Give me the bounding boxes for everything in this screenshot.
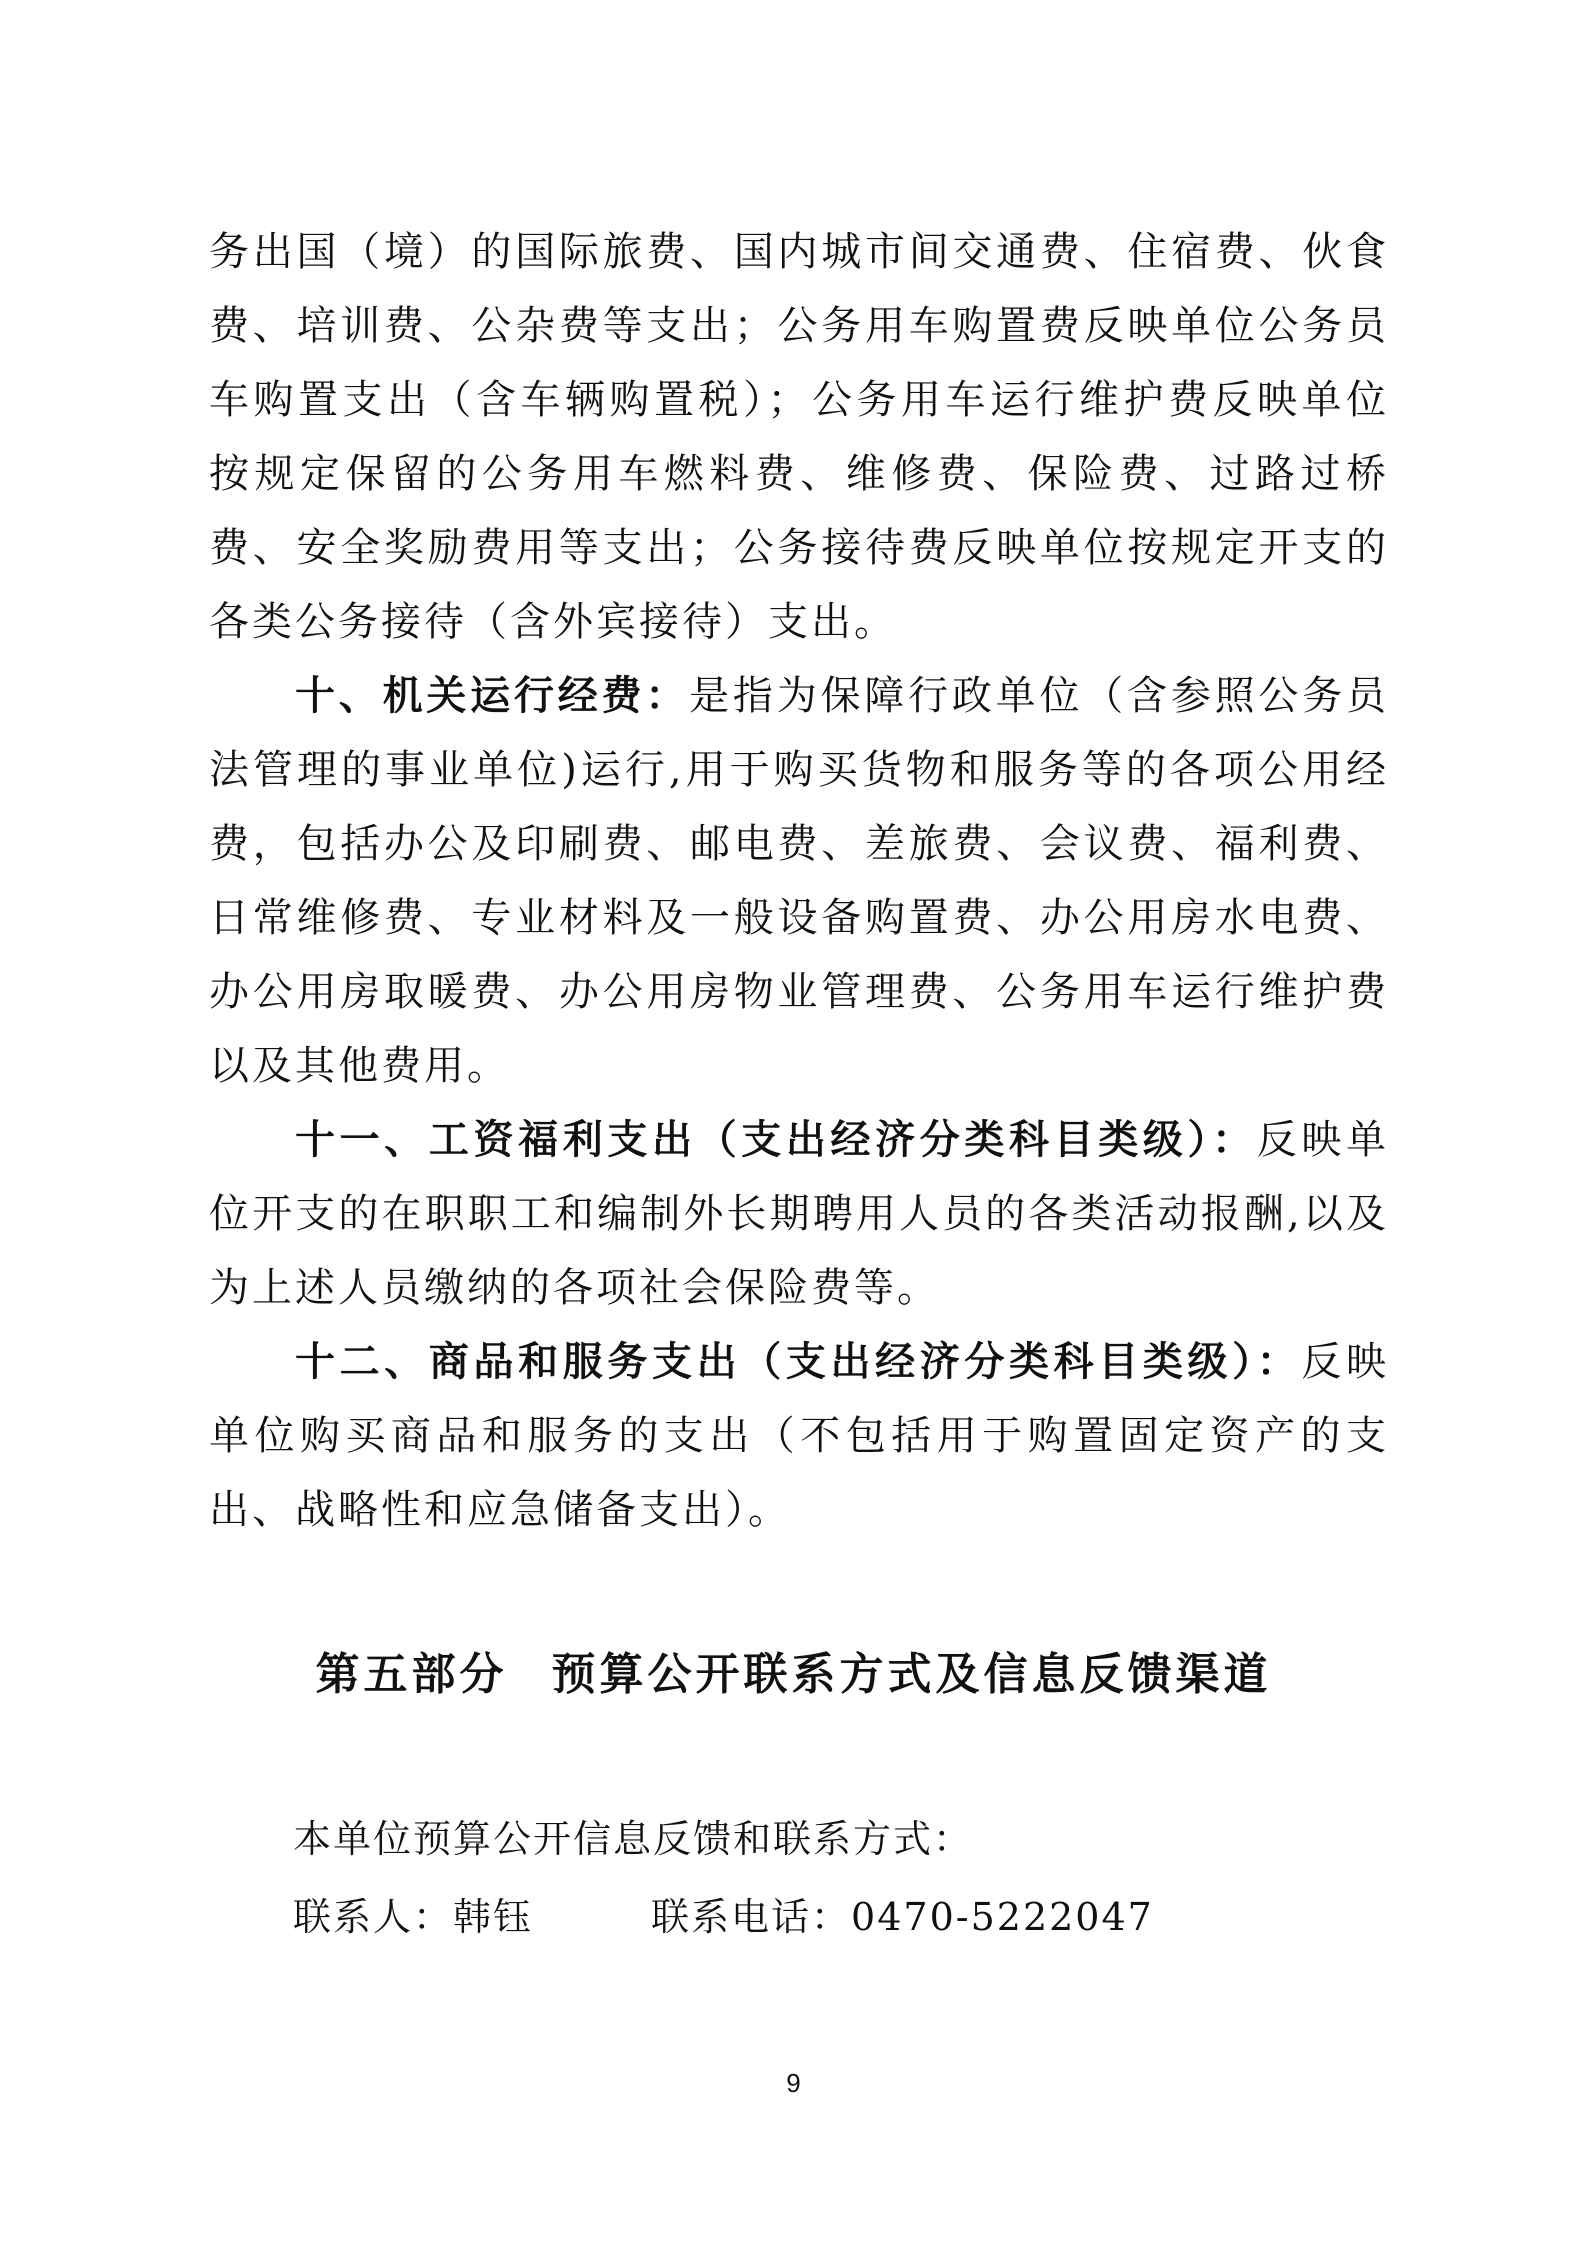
page-number: 9 — [786, 2068, 801, 2098]
paragraph-text: 反映单位开支的在职职工和编制外长期聘用人员的各类活动报酬,以及为上述人员缴纳的各项社会保险费等。 — [209, 1117, 1389, 1311]
contact-phone-number: 0470-5222047 — [851, 1895, 1154, 1939]
section-part-label: 第五部分 — [315, 1649, 508, 1700]
paragraph-continuation — [209, 215, 1389, 659]
contact-person-label: 联系人： — [293, 1895, 454, 1939]
section-heading — [0, 1640, 1587, 1710]
body-text — [209, 215, 1389, 1547]
section-title: 预算公开联系方式及信息反馈渠道 — [551, 1649, 1272, 1700]
contact-details — [293, 1878, 1293, 1956]
contact-intro: 本单位预算公开信息反馈和联系方式： — [293, 1817, 974, 1861]
paragraph-lead: 十二、商品和服务支出（支出经济分类科目类级）： — [295, 1339, 1302, 1385]
contact-phone-label: 联系电话： — [651, 1895, 852, 1939]
contact-block — [293, 1800, 1293, 1956]
paragraph-item-10 — [209, 659, 1389, 1103]
contact-person-name: 韩钰 — [453, 1895, 534, 1939]
paragraph-lead: 十、机关运行经费： — [295, 673, 690, 719]
paragraph-text: 是指为保障行政单位（含参照公务员法管理的事业单位)运行,用于购买货物和服务等的各项公用经费，包括办公及印刷费、邮电费、差旅费、会议费、福利费、日常维修费、专业材料及一般设备购置费、办公用房水电费、办公用房取暖费、办公用房物业管理费、公务用车运行维护费以及其他费用。 — [209, 673, 1389, 1089]
paragraph-text: 反映单位购买商品和服务的支出（不包括用于购置固定资产的支出、战略性和应急储备支出）。 — [209, 1339, 1389, 1533]
paragraph-item-11 — [209, 1103, 1389, 1325]
paragraph-item-12 — [209, 1325, 1389, 1547]
paragraph-lead: 十一、工资福利支出（支出经济分类科目类级）： — [295, 1117, 1257, 1163]
paragraph-text: 务出国（境）的国际旅费、国内城市间交通费、住宿费、伙食费、培训费、公杂费等支出；公务用车购置费反映单位公务员车购置支出（含车辆购置税）；公务用车运行维护费反映单位按规定保留的公务用车燃料费、维修费、保险费、过路过桥费、安全奖励费用等支出；公务接待费反映单位按规定开支的各类公务接待（含外宾接待）支出。 — [209, 229, 1389, 645]
